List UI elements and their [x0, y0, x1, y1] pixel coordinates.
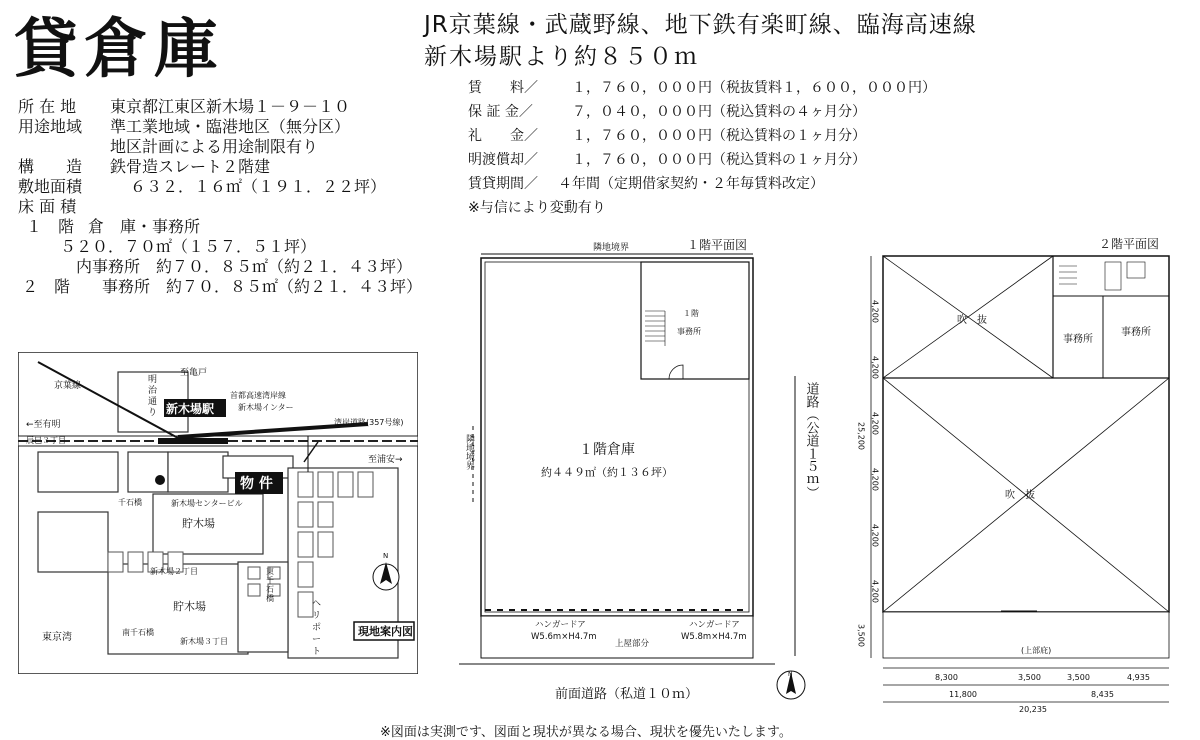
floor2-office-a: 事務所 — [1063, 334, 1093, 345]
map-label-shinkiba-2: 新木場２丁目 — [150, 567, 198, 576]
fee-row — [468, 174, 1028, 194]
page-title: 貸倉庫 — [14, 12, 224, 87]
fee-note: ※与信により変動有り — [468, 200, 606, 216]
map-label-to-kameido: 至亀戸 — [180, 368, 208, 378]
map-label-chobokujo-2: 貯木場 — [173, 600, 206, 613]
floor1-warehouse-name: １階倉庫 — [579, 442, 635, 458]
property-label: 床 面 積 — [18, 197, 77, 216]
fee-value: １，７６０，０００円（税抜賃料１，６００，０００円） — [572, 80, 936, 96]
property-value: 内事務所 約７０．８５㎡（約２１．４３坪） — [76, 257, 413, 276]
map-label-higashi-1: 東 — [266, 567, 274, 576]
floor2-dim-v: 4,200 — [870, 412, 880, 435]
floor1-side-road: 道路（公道１５ｍ） — [803, 382, 819, 499]
property-value: ６３２．１６㎡（１９１．２２坪） — [130, 177, 387, 196]
map-label-senseki: 千石橋 — [118, 498, 142, 507]
fee-label: 礼 金／ — [468, 128, 538, 144]
floor2-dim-total: 20,235 — [1019, 705, 1047, 714]
floor2-dim-v: 4,200 — [870, 300, 880, 323]
map-label-shuto-2: 新木場インター — [238, 403, 294, 412]
floor2-dim-v-eaves: 3,500 — [856, 624, 866, 647]
map-label-shuto-1: 首都高速湾岸線 — [230, 391, 286, 400]
map-label-to-ariake: ←至有明 — [26, 420, 61, 430]
property-label: １ 階 — [26, 217, 75, 236]
fee-label: 賃 料／ — [468, 80, 538, 96]
map-label-keiyo: 京葉線 — [54, 381, 82, 391]
floor2-dim-v-total: 25,200 — [856, 422, 866, 450]
fee-row — [468, 102, 1028, 122]
property-row — [18, 257, 458, 277]
property-row — [18, 137, 458, 157]
floor1-title: １階平面図 — [687, 238, 748, 252]
floor2-dim-v: 4,200 — [870, 356, 880, 379]
floor1-eaves: 上屋部分 — [615, 639, 650, 649]
floor2-plan — [853, 236, 1188, 714]
map-label-shinkiba-3: 新木場３丁目 — [180, 637, 228, 646]
fee-label: 明渡償却／ — [468, 152, 538, 168]
property-row — [18, 157, 458, 177]
property-value: ５２０．７０㎡（１５７．５１坪） — [60, 237, 317, 256]
floor2-dim-h1: 8,300 — [935, 673, 958, 682]
property-row — [18, 217, 458, 237]
map-label-minami-senseki: 南千石橋 — [122, 628, 154, 637]
property-row — [18, 177, 458, 197]
map-label-center-bldg: 新木場センタービル — [171, 499, 243, 508]
location-map — [18, 352, 418, 674]
floor2-dim-h2: 11,800 — [949, 690, 977, 699]
property-label: 所 在 地 — [18, 97, 77, 116]
map-label-meiji-2: 治 — [148, 386, 158, 396]
floor1-north-label: N — [788, 671, 793, 678]
map-label-higashi-4: 橋 — [266, 594, 274, 603]
property-row — [18, 277, 458, 297]
property-label: 用途地域 — [18, 117, 83, 136]
property-row — [18, 197, 458, 217]
floor1-plan — [455, 236, 835, 716]
property-value: 事務所 約７０．８５㎡（約２１．４３坪） — [102, 277, 423, 296]
floor2-void-top: 吹 抜 — [957, 315, 987, 326]
floor2-title: ２階平面図 — [1099, 237, 1160, 251]
property-row — [18, 237, 458, 257]
map-title: 現地案内図 — [358, 625, 413, 638]
floor2-dim-h1: 3,500 — [1067, 673, 1090, 682]
fee-row — [468, 78, 1028, 98]
map-label-heliport-4: ー — [312, 635, 322, 645]
map-label-heliport-1: ヘ — [312, 599, 322, 609]
property-value: 倉 庫・事務所 — [88, 217, 201, 236]
map-label-higashi-2: 千 — [266, 576, 274, 585]
property-row — [18, 117, 458, 137]
floor1-warehouse-area: 約４４９㎡（約１３６坪） — [541, 466, 673, 479]
fee-row — [468, 126, 1028, 146]
map-label-meiji-3: 通 — [148, 397, 158, 407]
floor2-dim-v: 4,200 — [870, 468, 880, 491]
map-north-label: N — [383, 552, 389, 560]
map-label-tatsumi: 辰巳３丁目 — [26, 436, 66, 445]
fee-value: ４年間（定期借家契約・２年毎賃料改定） — [558, 176, 824, 192]
floor2-dim-h1: 3,500 — [1018, 673, 1041, 682]
property-value: 地区計画による用途制限有り — [110, 137, 319, 156]
floor2-void-bottom: 吹 抜 — [1005, 490, 1035, 501]
map-label-to-urayasu: 至浦安→ — [368, 455, 403, 465]
property-label: 敷地面積 — [18, 177, 83, 196]
fee-value: １，７６０，０００円（税込賃料の１ヶ月分） — [572, 128, 866, 144]
map-label-chobokujo-1: 貯木場 — [182, 517, 215, 530]
floor2-dim-v: 4,200 — [870, 524, 880, 547]
map-label-wangan: 湾岸道路(357号線) — [334, 418, 404, 427]
floor1-front-road: 前面道路（私道１０ｍ） — [555, 687, 699, 702]
property-row — [18, 97, 458, 117]
footnote: ※図面は実測です、図面と現状が異なる場合、現状を優先いたします。 — [380, 725, 792, 740]
map-property-label: 物 件 — [240, 476, 273, 492]
property-value: 準工業地域・臨港地区（無分区） — [110, 117, 351, 136]
map-label-higashi-3: 石 — [266, 585, 274, 594]
floor1-door-left-2: W5.6m×H4.7m — [531, 632, 597, 642]
map-label-tokyo-bay: 東京湾 — [42, 632, 72, 643]
property-label: ２ 階 — [22, 277, 71, 296]
floor1-office-label-1: １階 — [683, 309, 699, 318]
floor2-dim-h1: 4,935 — [1127, 673, 1150, 682]
map-label-heliport-5: ト — [312, 647, 322, 657]
floor1-office-label-2: 事務所 — [677, 327, 701, 336]
map-label-meiji-1: 明 — [148, 375, 158, 385]
floor2-office-b: 事務所 — [1121, 327, 1151, 338]
access-distance: 新木場駅より約８５０ｍ — [424, 44, 699, 70]
floor1-door-right-2: W5.8m×H4.7m — [681, 632, 747, 642]
floor1-neighbor-top: 隣地境界 — [593, 243, 630, 253]
map-label-meiji-4: り — [148, 408, 158, 418]
fee-value: １，７６０，０００円（税込賃料の１ヶ月分） — [572, 152, 866, 168]
property-value: 東京都江東区新木場１－９－１０ — [110, 97, 351, 116]
map-label-heliport-2: リ — [312, 611, 322, 621]
floor2-dim-h2: 8,435 — [1091, 690, 1114, 699]
floor1-neighbor-side: 隣地境界 — [464, 434, 474, 470]
property-label: 構 造 — [18, 157, 83, 176]
fee-label: 保 証 金／ — [468, 104, 533, 120]
fee-row — [468, 150, 1028, 170]
floor2-eaves: (上部庇) — [1021, 646, 1052, 655]
map-label-heliport-3: ポ — [312, 623, 322, 633]
fee-value: ７，０４０，０００円（税込賃料の４ヶ月分） — [572, 104, 866, 120]
floor2-dim-v: 4,200 — [870, 580, 880, 603]
fee-label: 賃貸期間／ — [468, 176, 538, 192]
floor1-door-left-1: ハンガードア — [535, 620, 586, 630]
property-value: 鉄骨造スレート２階建 — [110, 157, 271, 176]
map-station-label: 新木場駅 — [166, 402, 215, 416]
fee-details — [468, 78, 1028, 218]
floor1-door-right-1: ハンガードア — [689, 620, 740, 630]
access-lines: JR京葉線・武蔵野線、地下鉄有楽町線、臨海高速線 — [424, 12, 977, 38]
property-details — [18, 97, 458, 297]
